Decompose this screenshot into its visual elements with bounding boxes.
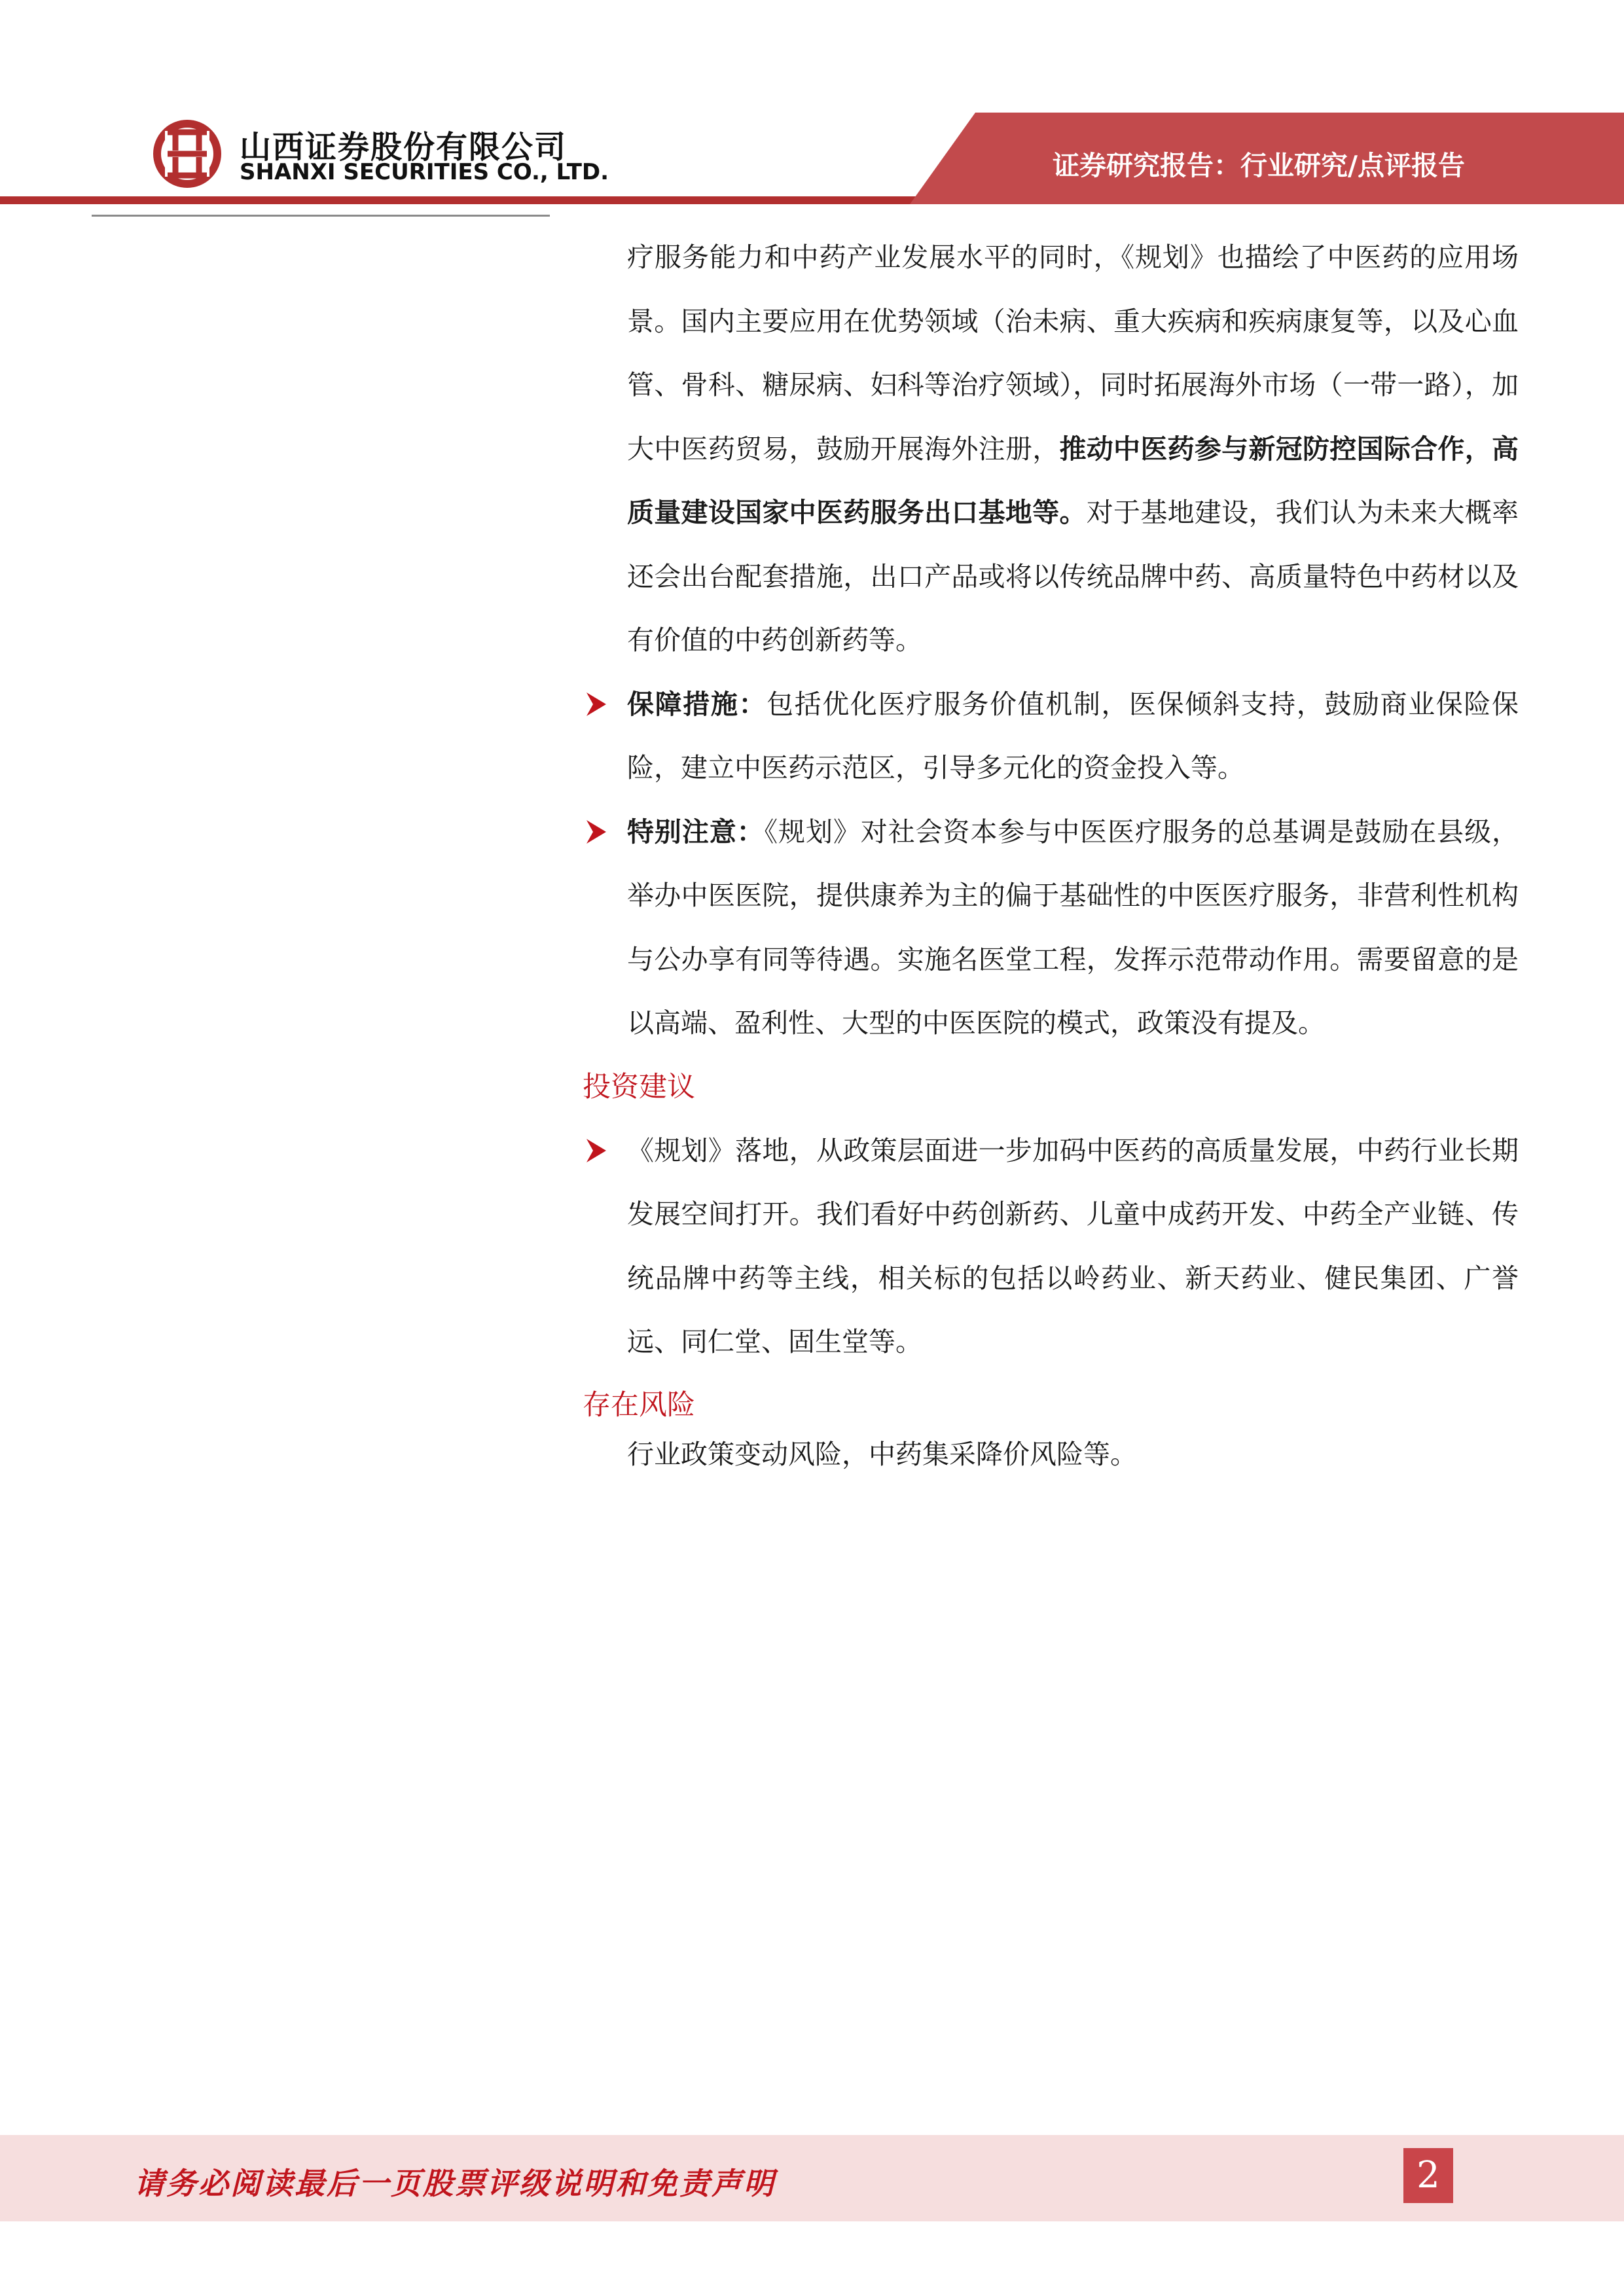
shanxi-securities-logo-icon xyxy=(149,118,228,190)
bullet-investment xyxy=(576,1119,1519,1374)
arrow-bullet-icon xyxy=(585,1138,607,1164)
report-type: 证券研究报告：行业研究/点评报告 xyxy=(1053,150,1465,181)
page-number: 2 xyxy=(1403,2148,1453,2203)
bullet-guarantee xyxy=(576,673,1519,800)
section-title-risk: 存在风险 xyxy=(583,1388,695,1422)
paragraph-text: 疗服务能力和中药产业发展水平的同时，《规划》也描绘了中医药的应用场景。国内主要应用在优势领域（治未病、重大疾病和疾病康复等，以及心血管、骨科、糖尿病、妇科等治疗领域），同时拓展海外市场（一带一路），加大中医药贸易，鼓励开展海外注册， xyxy=(627,242,1519,465)
section-title-investment: 投资建议 xyxy=(583,1070,695,1103)
bullet-label: 保障措施： xyxy=(627,688,767,720)
arrow-bullet-icon xyxy=(585,691,607,717)
bullet-text: 包括优化医疗服务价值机制，医保倾斜支持，鼓励商业保险保险，建立中医药示范区，引导多元化的资金投入等。 xyxy=(627,688,1519,783)
report-body xyxy=(576,226,1519,1480)
divider xyxy=(92,215,550,217)
risk-text: 行业政策变动风险，中药集采降价风险等。 xyxy=(627,1438,1137,1470)
paragraph-text: 对于基地建设，我们认为未来大概率还会出台配套措施，出口产品或将以传统品牌中药、高质量特色中药材以及有价值的中药创新药等。 xyxy=(627,497,1519,656)
paragraph-application xyxy=(576,226,1519,673)
emphasis-text: 推动中医药参与新冠防控国际合作，高质量建设国家中医药服务出口基地等。 xyxy=(627,433,1519,528)
bullet-text: 《规划》对社会资本参与中医医疗服务的总基调是鼓励在县级，举办中医医院，提供康养为主的偏于基础性的中医医疗服务，非营利性机构与公办享有同等待遇。实施名医堂工程，发挥示范带动作用。需要留意的是以高端、盈利性、大型的中医医院的模式，政策没有提及。 xyxy=(627,816,1519,1039)
bullet-special-note xyxy=(576,800,1519,1056)
footer-disclaimer: 请务必阅读最后一页股票评级说明和免责声明 xyxy=(134,2166,776,2201)
page-header xyxy=(0,0,1624,223)
company-name-cn: 山西证券股份有限公司 xyxy=(240,129,568,166)
bullet-text: 《规划》落地，从政策层面进一步加码中医药的高质量发展，中药行业长期发展空间打开。我们看好中药创新药、儿童中成药开发、中药全产业链、传统品牌中药等主线，相关标的包括以岭药业、新天药业、健民集团、广誉远、同仁堂、固生堂等。 xyxy=(627,1134,1519,1357)
bullet-label: 特别注意： xyxy=(627,816,765,848)
company-name-en: SHANXI SECURITIES CO., LTD. xyxy=(240,159,609,185)
arrow-bullet-icon xyxy=(585,819,607,845)
